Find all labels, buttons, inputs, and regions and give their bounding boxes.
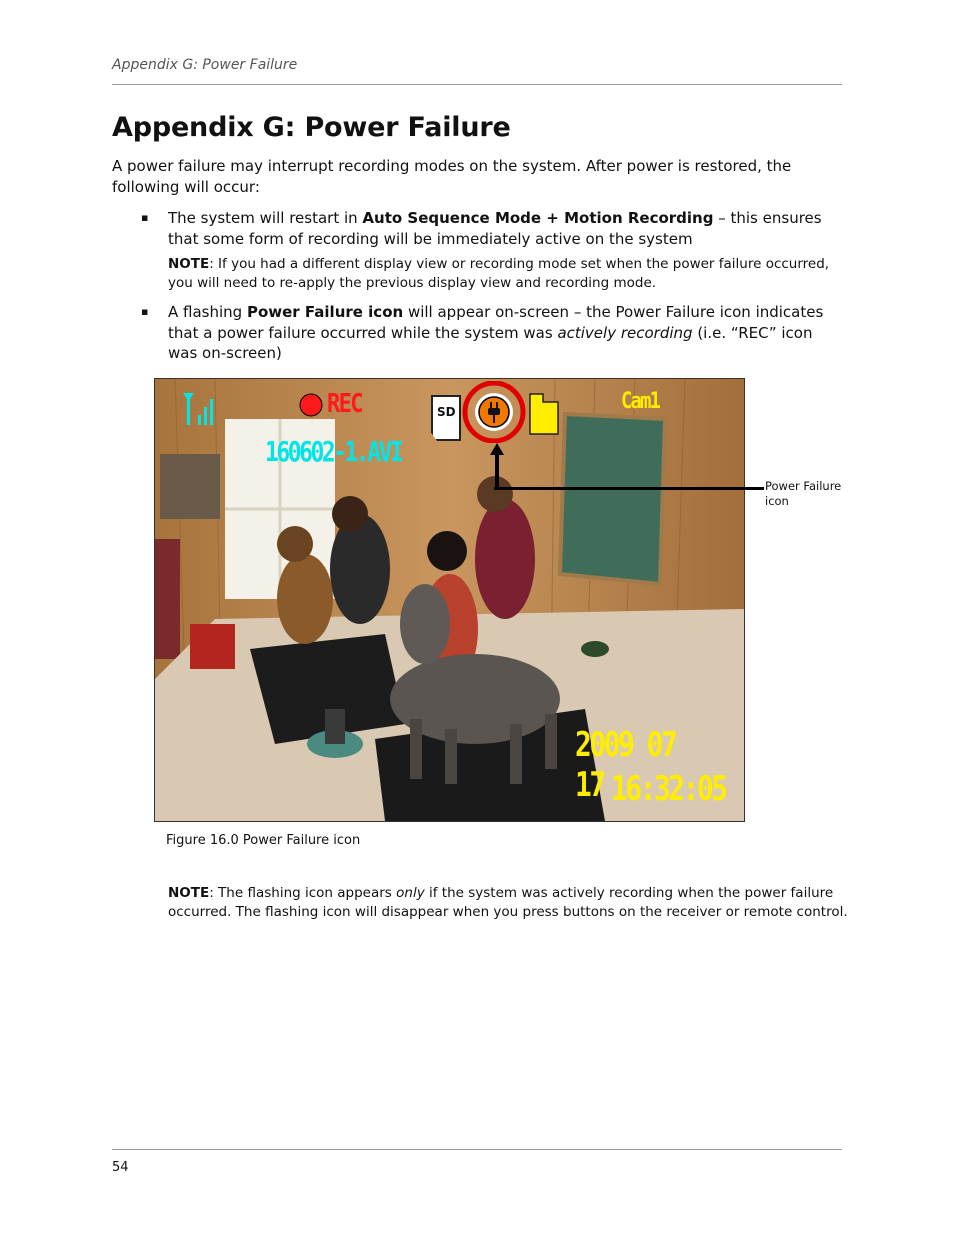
callout-arrow [487, 443, 507, 491]
sd-card-label: SD [437, 405, 456, 419]
rec-label: REC [327, 389, 362, 419]
bullet-item-power-icon [141, 302, 840, 364]
note-flashing-icon [168, 884, 848, 921]
bullet-text: will appear on-screen – the Power Failure icon indicates that a power failure occurred while the system was [168, 303, 824, 342]
note-text: : If you had a different display view or recording mode set when the power failure occurred, you will need to re-apply the previous display view and recording mode. [168, 256, 830, 291]
note-label: NOTE [168, 256, 210, 272]
bullet-text: (i.e. “REC” icon was on-screen) [168, 323, 813, 362]
page-number: 54 [112, 1160, 129, 1175]
folder-icon [529, 393, 559, 435]
running-header: Appendix G: Power Failure [112, 57, 298, 73]
bullet-bold-text: Power Failure icon [246, 303, 404, 321]
page-title: Appendix G: Power Failure [112, 112, 511, 143]
figure-caption: Figure 16.0 Power Failure icon [166, 833, 361, 848]
camera-screenshot-figure [154, 378, 745, 822]
bullet-bold-text: Auto Sequence Mode + Motion Recording [362, 209, 714, 227]
bullet-text: A flashing [168, 303, 247, 321]
intro-paragraph: A power failure may interrupt recording modes on the system. After power is restored, the following will occur: [112, 157, 792, 196]
bullet-italic-text: actively recording [557, 323, 693, 342]
recording-filename: 160602-1.AVI [265, 435, 402, 468]
power-failure-icon [461, 381, 527, 443]
note-italic-text: only [396, 885, 425, 901]
camera-name: Cam1 [621, 389, 660, 414]
header-rule [112, 84, 842, 85]
note-text: : The flashing icon appears [209, 885, 397, 901]
bullet-marker: ▪ [141, 305, 149, 318]
rec-indicator-icon [299, 393, 323, 417]
osd-date: 2009 07 17 [575, 725, 676, 805]
note-reapply [168, 255, 844, 292]
signal-strength-icon [183, 391, 217, 427]
osd-time: 16:32:05 [611, 769, 726, 809]
bullet-text: – this ensures that some form of recording will be immediately active on the system [168, 209, 822, 248]
note-label: NOTE [168, 885, 210, 901]
callout-leader-line [494, 487, 764, 490]
bullet-item-restart [141, 208, 840, 249]
footer-rule [112, 1149, 842, 1150]
bullet-text: The system will restart in [168, 209, 363, 227]
note-text: if the system was actively recording when the power failure occurred. The flashing icon will disappear when you press buttons on the receiver or remote control. [168, 885, 848, 920]
callout-label: Power Failure icon [765, 479, 842, 508]
bullet-marker: ▪ [141, 211, 149, 224]
